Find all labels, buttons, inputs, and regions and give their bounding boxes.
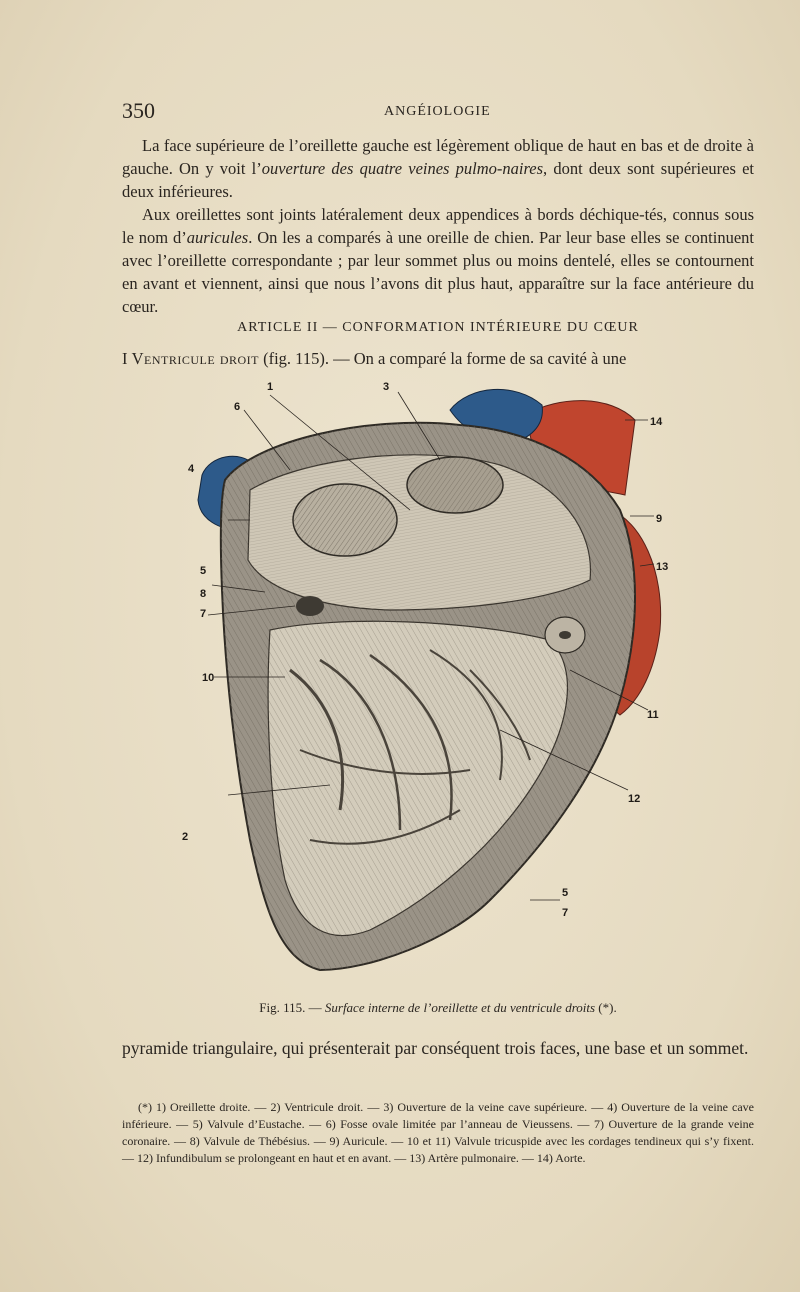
coronary-sinus-opening bbox=[296, 596, 324, 616]
label-4: 4 bbox=[188, 463, 195, 475]
section-marker: I bbox=[122, 349, 128, 368]
article-heading: ARTICLE II — CONFORMATION INTÉRIEURE DU CŒUR bbox=[237, 320, 639, 335]
figure-legend-footnote: (*) 1) Oreillette droite. — 2) Ventricule droit. — 3) Ouverture de la veine cave supérieure. — 4) Ouverture de la veine cave inférieure. — 5) Valvule d’Eustache. — 6) Fosse ovale limitée par l’anneau de Vieussens. — 7) Ouverture de la grande veine coronaire. — 8) Valvule de Thébésius. — 9) Auricule. — 10 et 11) Valvule tricuspide avec les cordages tendineux qui s’y fixent. — 12) Infundibulum se prolongeant en haut et en avant. — 13) Artère pulmonaire. — 14) Aorte. bbox=[122, 1100, 754, 1165]
caption-suffix: (*). bbox=[595, 1000, 617, 1015]
ventricle-text: (fig. 115). — On a comparé la forme de sa cavité à une bbox=[258, 349, 627, 368]
label-10: 10 bbox=[202, 672, 215, 684]
label-2: 2 bbox=[182, 831, 189, 843]
label-13: 13 bbox=[656, 561, 669, 573]
figure-heart-illustration bbox=[170, 370, 670, 980]
paragraph-2 bbox=[122, 203, 754, 318]
p1-text-a: La face supérieure de l’oreillette gauche est légèrement oblique de haut en bas et de droite à gauche. On y voit l’ bbox=[122, 136, 754, 178]
caption-fig-label: Fig. 115. — bbox=[259, 1000, 322, 1015]
label-7: 7 bbox=[200, 608, 207, 620]
label-14: 14 bbox=[650, 416, 663, 428]
label-11: 11 bbox=[647, 709, 659, 721]
caption-title: Surface interne de l’oreillette et du ventricule droits bbox=[324, 1000, 596, 1015]
heart-engraving bbox=[170, 370, 670, 980]
p1-text-b: , dont deux sont supérieures et deux inférieures. bbox=[122, 159, 754, 201]
paragraph-1 bbox=[122, 134, 754, 203]
label-12: 12 bbox=[628, 793, 641, 805]
label-6: 6 bbox=[234, 401, 241, 413]
label-fraction-numerator: 5 bbox=[562, 887, 569, 899]
p1-italic: ouverture des quatre veines pulmo-naires bbox=[261, 159, 544, 178]
label-9: 9 bbox=[656, 513, 663, 525]
p2-text-b: . On les a comparés à une oreille de chien. Par leur base elles se continuent avec l’oreillette correspondante ; par leur sommet plus ou moins dentelé, elles se contournent en avant et viennent, ainsi que nous l’avons dit plus haut, apparaître sur la face antérieure du cœur. bbox=[122, 228, 754, 316]
page-number: 350 bbox=[122, 98, 155, 123]
paragraph-veines-pulmonaires bbox=[122, 134, 754, 318]
paragraph-pyramide: pyramide triangulaire, qui présenterait par conséquent trois faces, une base et un sommet. bbox=[122, 1038, 749, 1058]
label-8: 8 bbox=[200, 588, 207, 600]
label-3: 3 bbox=[383, 381, 390, 393]
figure-caption bbox=[122, 1000, 754, 1016]
paragraph-ventricule-droit bbox=[122, 347, 754, 370]
running-head: ANGÉIOLOGIE bbox=[384, 104, 491, 119]
label-1: 1 bbox=[267, 381, 274, 393]
p2-italic: auricules bbox=[186, 228, 249, 247]
label-fraction-denominator: 7 bbox=[562, 907, 569, 919]
page-header bbox=[122, 98, 752, 124]
p2-text-a: Aux oreillettes sont joints latéralement deux appendices à bords déchique-tés, connus sous le nom d’ bbox=[122, 205, 754, 247]
label-5: 5 bbox=[200, 565, 207, 577]
ventricle-title: Ventricule droit bbox=[131, 349, 259, 368]
